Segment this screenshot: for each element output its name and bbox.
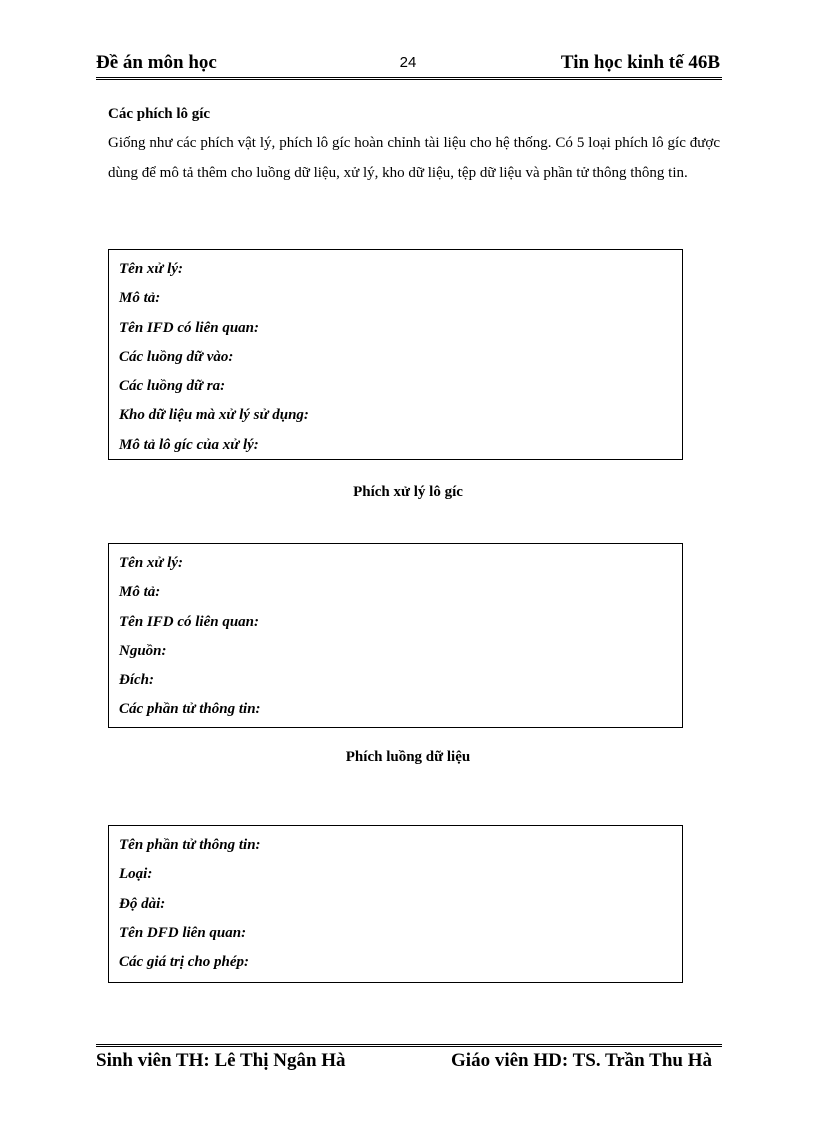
- card-field: Đích:: [119, 672, 154, 689]
- card-field: Các giá trị cho phép:: [119, 954, 249, 971]
- card-field: Nguồn:: [119, 642, 167, 659]
- card-field: Mô tả:: [119, 584, 161, 601]
- data-flow-card-caption: Phích luồng dữ liệu: [345, 749, 471, 765]
- intro-paragraph: Giống như các phích vật lý, phích lô gíc hoàn chỉnh tài liệu cho hệ thống. Có 5 loại phích lô gíc được dùng để mô tả thêm cho luồng dữ liệu, xử lý, kho dữ liệu, tệp dữ liệu và phần tử thông thông tin.: [108, 135, 720, 181]
- card-field: Các luồng dữ vào:: [119, 348, 234, 365]
- header-course-title: Đề án môn học: [96, 52, 217, 73]
- header-divider: [96, 77, 722, 80]
- card-field: Độ dài:: [119, 895, 166, 912]
- card-field: Tên xử lý:: [119, 555, 183, 571]
- card-field: Mô tả:: [119, 290, 161, 307]
- card-field: Tên IFD có liên quan:: [119, 319, 260, 336]
- card-field: Loại:: [119, 866, 153, 883]
- card-field: Tên IFD có liên quan:: [119, 613, 260, 630]
- logic-process-card: [108, 249, 683, 460]
- logic-process-card-caption: Phích xử lý lô gíc: [353, 484, 463, 500]
- section-title: Các phích lô gíc: [108, 106, 211, 122]
- card-field: Các phần tử thông tin:: [119, 701, 261, 718]
- card-field: Tên DFD liên quan:: [119, 924, 247, 941]
- footer-instructor: Giáo viên HD: TS. Trần Thu Hà: [451, 1050, 712, 1071]
- page-number: 24: [399, 54, 417, 71]
- card-field: Tên phần tử thông tin:: [119, 837, 261, 853]
- footer-divider: [96, 1044, 722, 1047]
- card-field: Kho dữ liệu mà xử lý sử dụng:: [119, 407, 309, 424]
- footer-student: Sinh viên TH: Lê Thị Ngân Hà: [96, 1050, 346, 1071]
- card-field: Tên xử lý:: [119, 261, 183, 277]
- card-field: Mô tả lô gíc của xử lý:: [119, 436, 259, 453]
- information-element-card: [108, 825, 683, 983]
- header-class-name: Tin học kinh tế 46B: [560, 52, 720, 73]
- card-field: Các luồng dữ ra:: [119, 378, 226, 395]
- data-flow-card: [108, 543, 683, 728]
